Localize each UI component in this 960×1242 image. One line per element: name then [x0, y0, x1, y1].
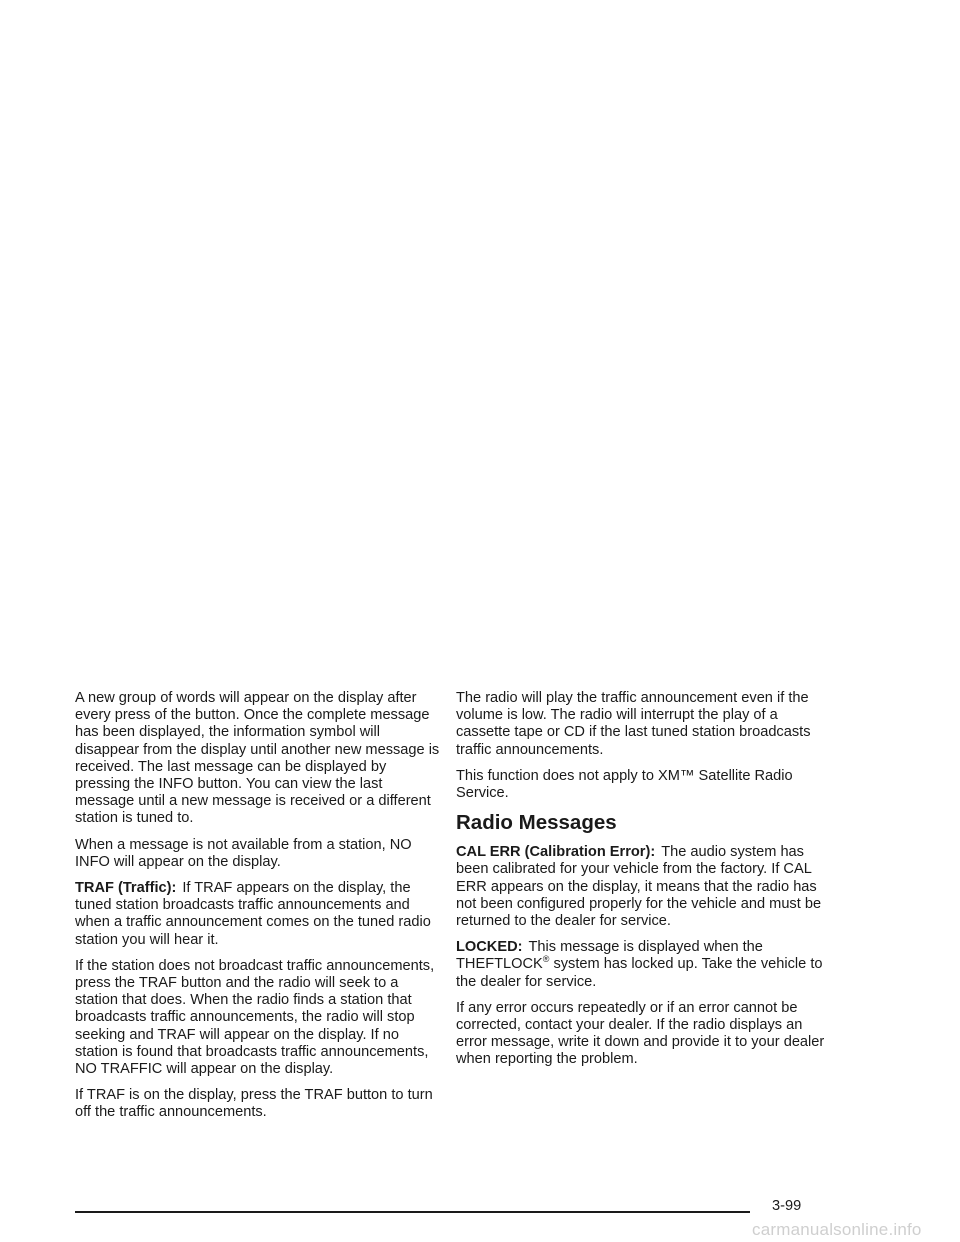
locked-text-b: system has locked up. Take the vehicle to the dealer for service. — [456, 956, 823, 990]
traf-text: If TRAF appears on the display, the tuned station broadcasts traffic announcements and when a traffic announcement comes on the tuned radio station you will hear it. — [75, 880, 431, 948]
section-heading-radio-messages: Radio Messages — [456, 811, 617, 835]
locked-text-a: This message is displayed when the THEFTLOCK — [456, 939, 763, 973]
paragraph-cal-err — [456, 844, 826, 930]
paragraph-error-advice: If any error occurs repeatedly or if an error cannot be corrected, contact your dealer. If the radio displays an error message, write it down and provide it to your dealer when reporting the problem. — [456, 999, 825, 1068]
footer-rule — [75, 1211, 750, 1213]
paragraph-xm-note: This function does not apply to XM™ Satellite Radio Service. — [456, 767, 793, 802]
paragraph-traf — [75, 880, 445, 949]
cal-err-label: CAL ERR (Calibration Error): — [456, 844, 656, 861]
registered-mark: ® — [542, 954, 550, 965]
paragraph-no-info: When a message is not available from a station, NO INFO will appear on the display. — [75, 836, 412, 870]
paragraph-traf-seek: If the station does not broadcast traffic announcements, press the TRAF button and the radio will seek to a station that does. When the radio finds a station that broadcasts traffic announcements, the radio will stop seeking and TRAF will appear on the display. If no station is found that broadcasts traffic announcements, NO TRAFFIC will appear on the display. — [75, 957, 435, 1078]
left-column — [75, 690, 445, 1131]
paragraph-message-display: A new group of words will appear on the display after every press of the button. Once the complete message has been displayed, the information symbol will disappear from the display until another new message is received. The last message can be displayed by pressing the INFO button. You can view the last message until a new message is received or a different station is tuned to. — [75, 690, 440, 827]
cal-err-text: The audio system has been calibrated for your vehicle from the factory. If CAL ERR appears on the display, it means that the radio has not been configured properly for the vehicle and must be returned to the dealer for service. — [456, 844, 822, 930]
locked-label: LOCKED: — [456, 939, 523, 956]
paragraph-traf-off: If TRAF is on the display, press the TRAF button to turn off the traffic announcements. — [75, 1087, 433, 1121]
traf-label: TRAF (Traffic): — [75, 880, 177, 897]
right-column — [456, 690, 826, 1078]
paragraph-traffic-volume: The radio will play the traffic announcement even if the volume is low. The radio will interrupt the play of a cassette tape or CD if the last tuned station broadcasts traffic announcements. — [456, 690, 811, 758]
paragraph-locked — [456, 939, 826, 991]
watermark: carmanualsonline.info — [752, 1220, 922, 1239]
page-number: 3-99 — [772, 1198, 802, 1214]
